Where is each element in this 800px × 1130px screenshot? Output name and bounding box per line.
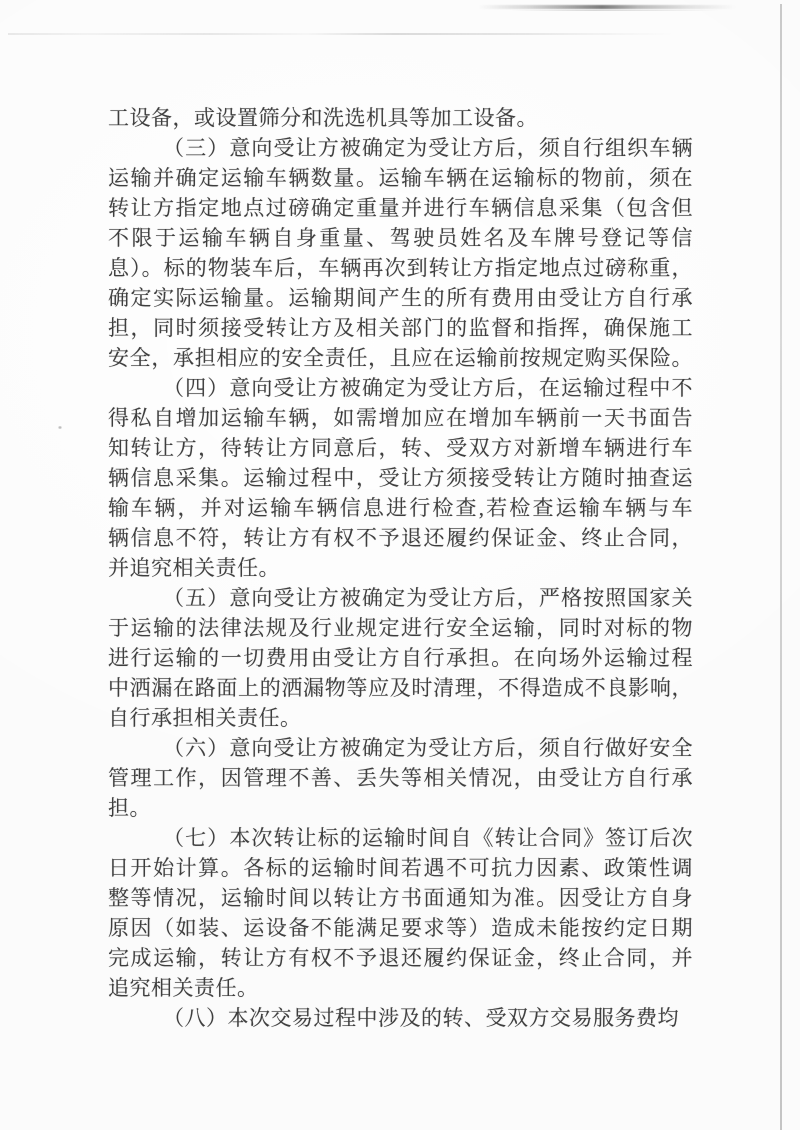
- text-line: 知转让方，待转让方同意后，转、受双方对新增车辆进行车: [108, 436, 693, 460]
- text-line: 不限于运输车辆自身重量、驾驶员姓名及车牌号登记等信: [108, 226, 693, 250]
- text-line: 输车辆，并对运输车辆信息进行检查,若检查运输车辆与车: [108, 496, 693, 520]
- text-line: 担。: [108, 796, 151, 820]
- text-line: 自行承担相关责任。: [108, 706, 302, 730]
- scan-artifact-top-smudge: [478, 5, 736, 9]
- text-line: 运输并确定运输车辆数量。运输车辆在运输标的物前，须在: [108, 166, 693, 190]
- text-line: 日开始计算。各标的运输时间若遇不可抗力因素、政策性调: [108, 856, 693, 880]
- scan-artifact-speck: [58, 426, 62, 429]
- text-line: 于运输的法律法规及行业规定进行安全运输，同时对标的物: [108, 616, 693, 640]
- text-line: 担，同时须接受转让方及相关部门的监督和指挥，确保施工: [108, 316, 693, 340]
- text-line: 工设备，或设置筛分和洗选机具等加工设备。: [108, 106, 538, 130]
- text-line: 整等情况，运输时间以转让方书面通知为准。因受让方自身: [108, 886, 693, 910]
- scan-artifact-right-edge-line: [780, 4, 782, 1130]
- text-line: （六）意向受让方被确定为受让方后，须自行做好安全: [163, 736, 693, 760]
- text-line: 转让方指定地点过磅确定重量并进行车辆信息采集（包含但: [108, 196, 693, 220]
- text-line: （五）意向受让方被确定为受让方后，严格按照国家关: [163, 586, 693, 610]
- text-line: 完成运输，转让方有权不予退还履约保证金，终止合同，并: [108, 946, 693, 970]
- text-line: 中洒漏在路面上的洒漏物等应及时清理，不得造成不良影响，: [108, 676, 693, 700]
- text-line: 辆信息不符，转让方有权不予退还履约保证金、终止合同，: [108, 526, 693, 550]
- text-line: 息）。标的物装车后，车辆再次到转让方指定地点过磅称重，: [108, 256, 693, 280]
- text-line: 确定实际运输量。运输期间产生的所有费用由受让方自行承: [108, 286, 693, 310]
- text-line: （三）意向受让方被确定为受让方后，须自行组织车辆: [163, 136, 693, 160]
- document-body: [108, 103, 693, 1033]
- scan-artifact-top-echo: [510, 10, 720, 11]
- text-line: 安全，承担相应的安全责任，且应在运输前按规定购买保险。: [108, 346, 693, 370]
- text-line: 追究相关责任。: [108, 976, 259, 1000]
- text-line: （七）本次转让标的运输时间自《转让合同》签订后次: [163, 826, 693, 850]
- text-line: 并追究相关责任。: [108, 556, 280, 580]
- text-line: 管理工作，因管理不善、丢失等相关情况，由受让方自行承: [108, 766, 693, 790]
- text-line: 得私自增加运输车辆，如需增加应在增加车辆前一天书面告: [108, 406, 693, 430]
- text-line: 进行运输的一切费用由受让方自行承担。在向场外运输过程: [108, 646, 693, 670]
- text-line: 辆信息采集。运输过程中，受让方须接受转让方随时抽查运: [108, 466, 693, 490]
- text-line: （八）本次交易过程中涉及的转、受双方交易服务费均: [163, 1006, 679, 1030]
- text-line: 原因（如装、运设备不能满足要求等）造成未能按约定日期: [108, 916, 693, 940]
- scan-artifact-faint-line: [8, 33, 673, 35]
- text-line: （四）意向受让方被确定为受让方后，在运输过程中不: [163, 376, 693, 400]
